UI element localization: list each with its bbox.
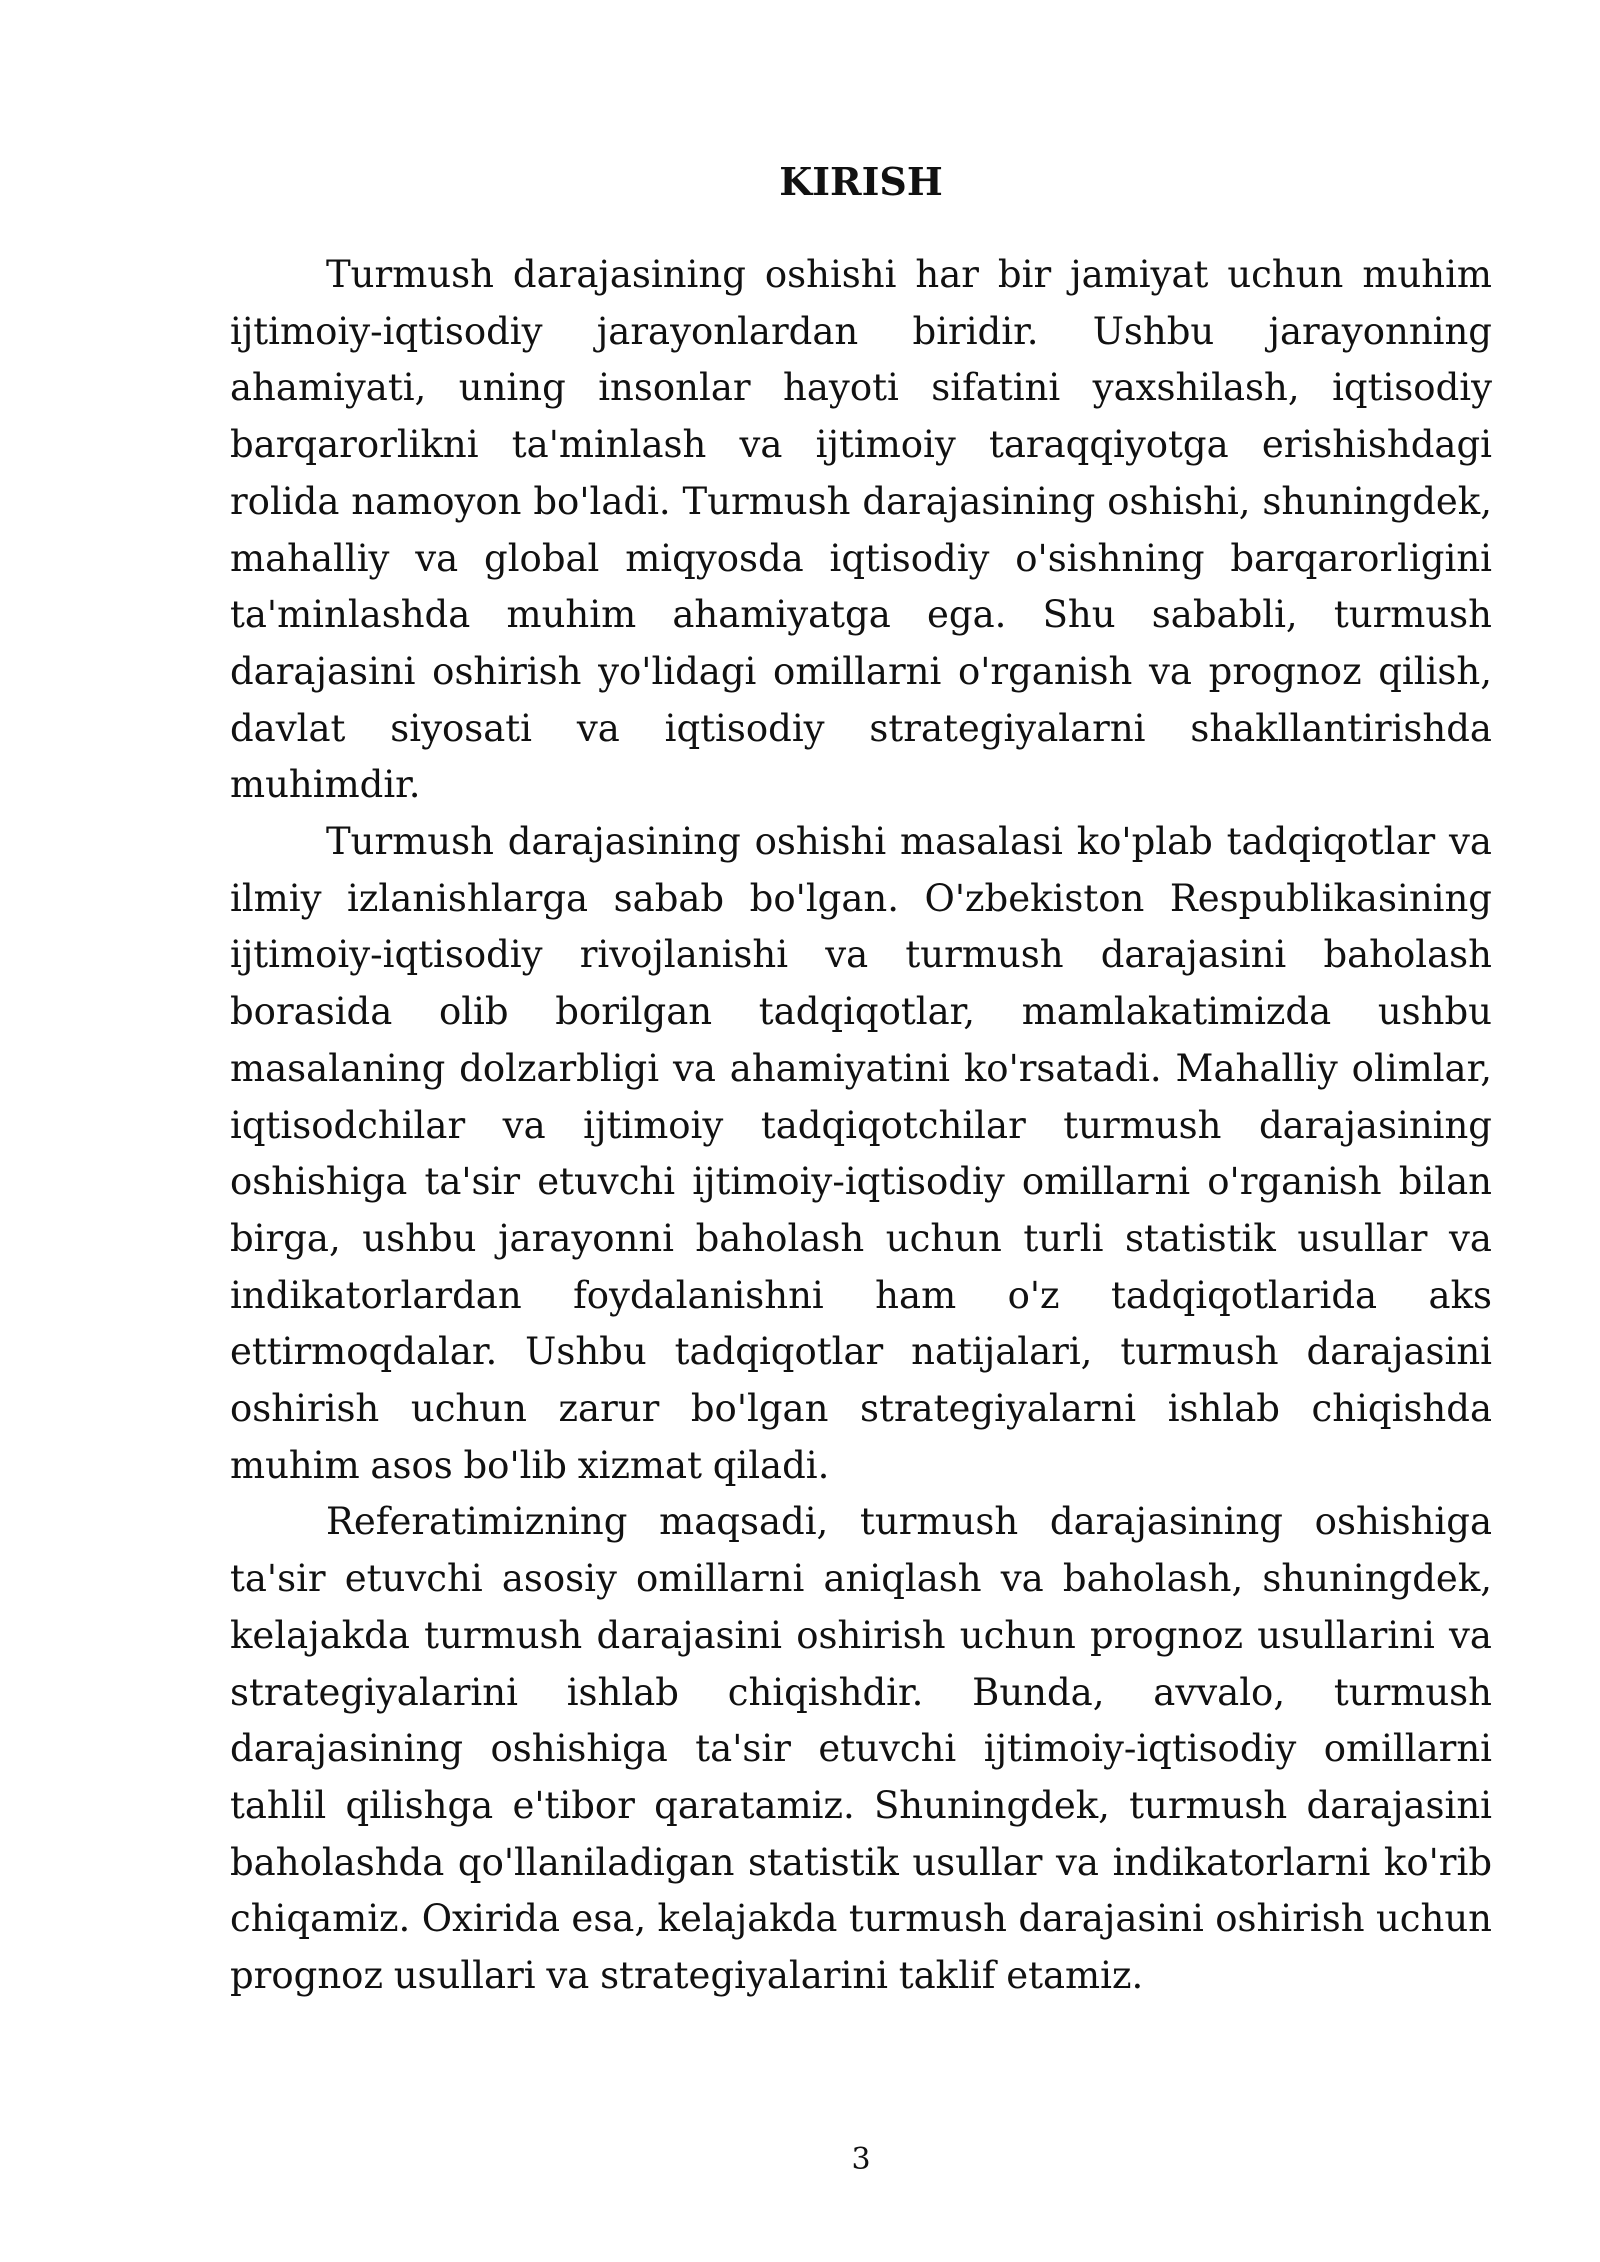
- paragraph-1: Turmush darajasining oshishi har bir jamiyat uchun muhim ijtimoiy-iqtisodiy jarayonlardan biridir. Ushbu jarayonning ahamiyati, uning insonlar hayoti sifatini yaxshilash, iqtisodiy barqarorlikni ta'minlash va ijtimoiy taraqqiyotga erishishdagi rolida namoyon bo'ladi. Turmush darajasining oshishi, shuningdek, mahalliy va global miqyosda iqtisodiy o'sishning barqarorligini ta'minlashda muhim ahamiyatga ega. Shu sababli, turmush darajasini oshirish yo'lidagi omillarni o'rganish va prognoz qilish, davlat siyosati va iqtisodiy strategiyalarni shakllantirishda muhimdir.: [230, 253, 1492, 807]
- body-text: [230, 247, 1492, 2005]
- paragraph-3: Referatimizning maqsadi, turmush darajasining oshishiga ta'sir etuvchi asosiy omillarni aniqlash va baholash, shuningdek, kelajakda turmush darajasini oshirish uchun prognoz usullarini va strategiyalarini ishlab chiqishdir. Bunda, avvalo, turmush darajasining oshishiga ta'sir etuvchi ijtimoiy-iqtisodiy omillarni tahlil qilishga e'tibor qaratamiz. Shuningdek, turmush darajasini baholashda qo'llaniladigan statistik usullar va indikatorlarni ko'rib chiqamiz. Oxirida esa, kelajakda turmush darajasini oshirish uchun prognoz usullari va strategiyalarini taklif etamiz.: [230, 1500, 1492, 1998]
- paragraph-2: Turmush darajasining oshishi masalasi ko'plab tadqiqotlar va ilmiy izlanishlarga sabab bo'lgan. O'zbekiston Respublikasining ijtimoiy-iqtisodiy rivojlanishi va turmush darajasini baholash borasida olib borilgan tadqiqotlar, mamlakatimizda ushbu masalaning dolzarbligi va ahamiyatini ko'rsatadi. Mahalliy olimlar, iqtisodchilar va ijtimoiy tadqiqotchilar turmush darajasining oshishiga ta'sir etuvchi ijtimoiy-iqtisodiy omillarni o'rganish bilan birga, ushbu jarayonni baholash uchun turli statistik usullar va indikatorlardan foydalanishni ham o'z tadqiqotlarida aks ettirmoqdalar. Ushbu tadqiqotlar natijalari, turmush darajasini oshirish uchun zarur bo'lgan strategiyalarni ishlab chiqishda muhim asos bo'lib xizmat qiladi.: [230, 820, 1492, 1487]
- page-number: 3: [851, 2142, 871, 2177]
- section-heading: KIRISH: [779, 159, 943, 204]
